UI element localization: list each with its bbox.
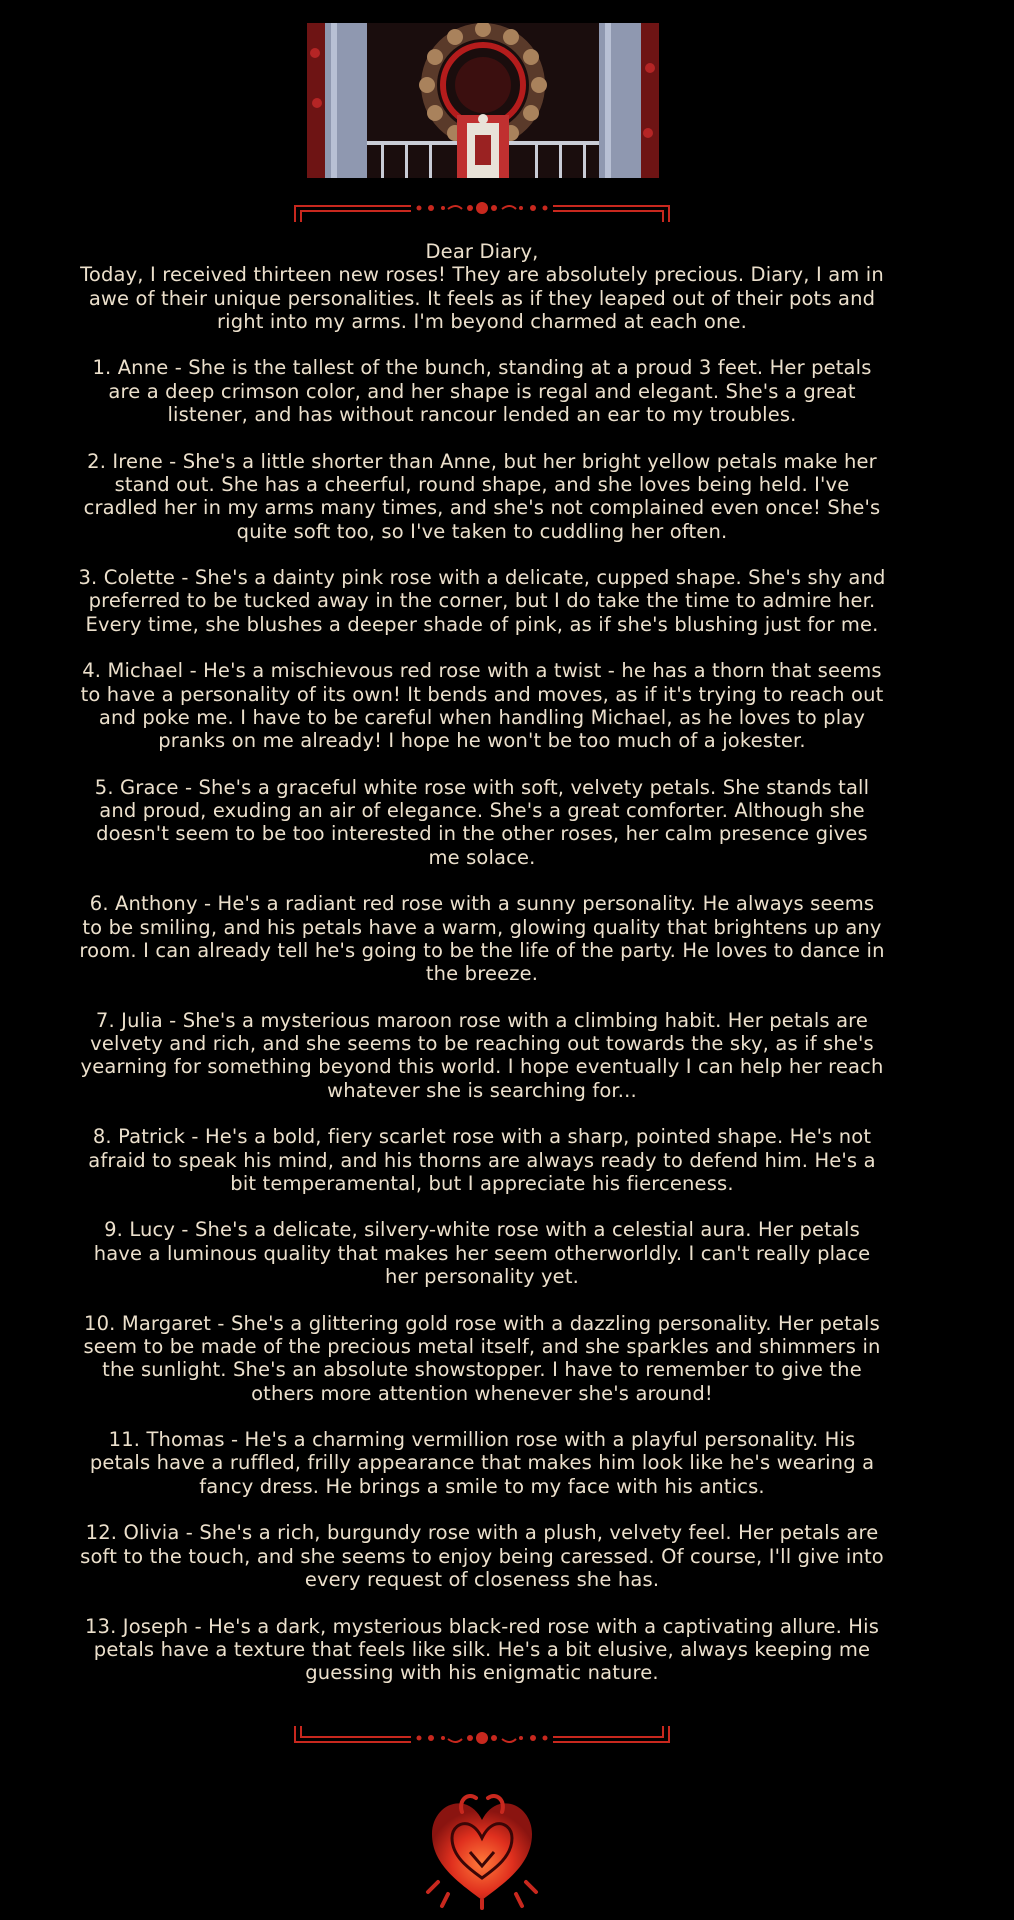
letter-intro: Today, I received thirteen new roses! They are absolutely precious. Diary, I am in awe of their unique personalities. It feels as if they leaped out of their pots and right into my arms. I'm beyond charmed at each one. [80, 263, 884, 333]
top-ornamental-divider [293, 200, 671, 224]
diary-letter [78, 240, 886, 1708]
rose-entry-lucy: 9. Lucy - She's a delicate, silvery-white rose with a celestial aura. Her petals have a luminous quality that makes her seem otherworldly. I can't really place her personality yet. [93, 1218, 871, 1289]
rose-entry-olivia: 12. Olivia - She's a rich, burgundy rose with a plush, velvety feel. Her petals are soft to the touch, and she seems to enjoy being caressed. Of course, I'll give into every request of closeness she has. [80, 1521, 884, 1591]
rose-entry-thomas: 11. Thomas - He's a charming vermillion rose with a playful personality. His petals have a ruffled, frilly appearance that makes him look like he's wearing a fancy dress. He brings a smile to my face with his antics. [89, 1428, 875, 1498]
rose-entry-irene: 2. Irene - She's a little shorter than Anne, but her bright yellow petals make her stand out. She has a cheerful, round shape, and she loves being held. I've cradled her in my arms many times, and she's not complained even once! She's quite soft too, so I've taken to cuddling her often. [83, 449, 881, 543]
rose-entry-grace: 5. Grace - She's a graceful white rose with soft, velvety petals. She stands tall and proud, exuding an air of elegance. She's a great comforter. Although she doesn't seem to be too interested in the other roses, her calm presence gives me solace. [94, 775, 870, 869]
letter-greeting: Dear Diary, [425, 240, 539, 263]
heart-emblem-graphic [418, 1782, 546, 1910]
rose-entry-julia: 7. Julia - She's a mysterious maroon rose with a climbing habit. Her petals are velvety and rich, and she seems to be reaching out towards the sky, as if she's yearning for something beyond this world. I hope eventually I can help her reach whatever she is searching for... [80, 1008, 884, 1102]
red-heart-emblem-icon [418, 1782, 546, 1910]
rose-entry-michael: 4. Michael - He's a mischievous red rose with a twist - he has a thorn that seems to have a personality of its own! It bends and moves, as if it's trying to reach out and poke me. I have to be careful when handling Michael, as he loves to play pranks on me already! I hope he won't be too much of a jokester. [80, 659, 884, 753]
ornamental-divider-icon [293, 200, 671, 224]
banner-illustration [307, 23, 659, 178]
rose-entry-anthony: 6. Anthony - He's a radiant red rose with a sunny personality. He always seems to be smiling, and his petals have a warm, glowing quality that brightens up any room. I can already tell he's going to be the life of the party. He loves to dance in the breeze. [79, 892, 885, 986]
bottom-ornamental-divider [293, 1724, 671, 1748]
rose-entry-anne: 1. Anne - She is the tallest of the bunch, standing at a proud 3 feet. Her petals are a deep crimson color, and her shape is regal and elegant. She's a great listener, and has without rancour lended an ear to my troubles. [92, 356, 872, 427]
rose-throne-banner-image [307, 23, 659, 178]
ornamental-divider-icon [293, 1724, 671, 1748]
rose-entry-colette: 3. Colette - She's a dainty pink rose with a delicate, cupped shape. She's shy and preferred to be tucked away in the corner, but I do take the time to admire her. Every time, she blushes a deeper shade of pink, as if she's blushing just for me. [78, 566, 886, 636]
rose-entry-patrick: 8. Patrick - He's a bold, fiery scarlet rose with a sharp, pointed shape. He's not afraid to speak his mind, and his thorns are always ready to defend him. He's a bit temperamental, but I appreciate his fierceness. [88, 1125, 876, 1195]
rose-entry-margaret: 10. Margaret - She's a glittering gold rose with a dazzling personality. Her petals seem to be made of the precious metal itself, and she sparkles and shimmers in the sunlight. She's an absolute showstopper. I have to remember to give the others more attention whenever she's around! [83, 1311, 881, 1405]
rose-entry-joseph: 13. Joseph - He's a dark, mysterious black-red rose with a captivating allure. His petals have a texture that feels like silk. He's a bit elusive, always keeping me guessing with his enigmatic nature. [84, 1614, 879, 1685]
